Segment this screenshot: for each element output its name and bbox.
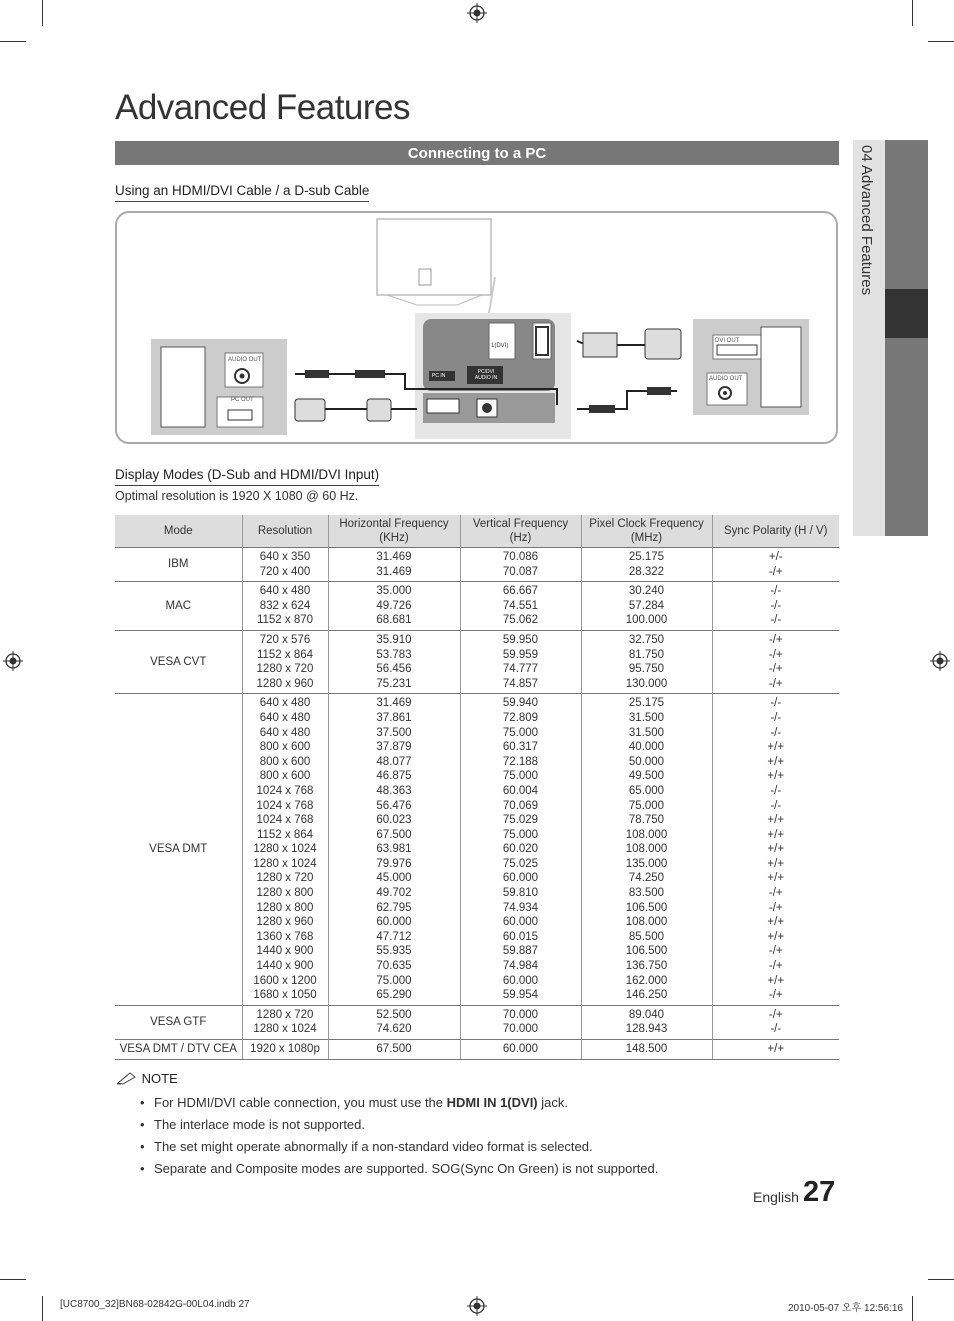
registration-mark-icon — [3, 651, 23, 671]
side-chapter-tab — [885, 140, 928, 536]
side-chapter-strip — [853, 140, 885, 536]
table-cell-mode: VESA DMT — [115, 694, 242, 1005]
column-header: Horizontal Frequency (KHz) — [328, 515, 460, 548]
table-cell-hfreq: 67.500 — [328, 1040, 460, 1060]
section-title: Connecting to a PC — [115, 141, 839, 165]
table-cell-resolution: 640 x 350 720 x 400 — [242, 548, 328, 582]
audio-out-label-left: AUDIO OUT — [228, 357, 262, 363]
crop-mark — [928, 41, 954, 42]
column-header: Sync Polarity (H / V) — [712, 515, 839, 548]
table-row — [115, 694, 839, 1005]
table-cell-hfreq: 31.469 37.861 37.500 37.879 48.077 46.875 48.363 56.476 60.023 67.500 63.981 79.976 45.000 49.702 62.795 60.000 47.712 55.935 70.635 75.000 65.290 — [328, 694, 460, 1005]
table-cell-sync: -/+ -/- — [712, 1005, 839, 1039]
d-sub-connector-icon — [295, 399, 325, 421]
hdmi-port-label: 1(DVI) — [491, 343, 509, 349]
table-cell-pclk: 32.750 81.750 95.750 130.000 — [581, 630, 712, 693]
table-row — [115, 1005, 839, 1039]
pc-out-label: PC OUT — [231, 397, 254, 403]
crop-mark — [42, 1296, 43, 1321]
registration-mark-icon — [467, 3, 487, 23]
table-cell-sync: +/+ — [712, 1040, 839, 1060]
connection-diagram — [115, 211, 838, 444]
d-sub-connector-icon — [367, 399, 391, 421]
table-cell-pclk: 89.040 128.943 — [581, 1005, 712, 1039]
footer-language: English — [753, 1189, 799, 1205]
tv-port-panel — [419, 269, 431, 285]
connection-diagram-illustration — [117, 213, 836, 442]
table-cell-vfreq: 66.667 74.551 75.062 — [460, 582, 581, 631]
registration-mark-icon — [930, 651, 950, 671]
dvi-connector-icon — [645, 329, 681, 359]
display-modes-heading: Display Modes (D-Sub and HDMI/DVI Input) — [115, 467, 379, 486]
crop-mark — [912, 0, 913, 26]
table-cell-sync: -/- -/- -/- — [712, 582, 839, 631]
display-modes-table — [115, 515, 839, 1060]
table-cell-mode: IBM — [115, 548, 242, 582]
crop-mark — [912, 1296, 913, 1321]
note-pencil-icon — [116, 1071, 138, 1085]
note-item: • The set might operate abnormally if a non-standard video format is selected. — [140, 1138, 658, 1160]
table-cell-vfreq: 70.086 70.087 — [460, 548, 581, 582]
table-cell-sync: -/- -/- -/- +/+ +/+ +/+ -/- -/- +/+ +/+ +/+ +/+ +/+ -/+ -/+ +/+ +/+ -/+ -/+ +/+ -/+ — [712, 694, 839, 1005]
table-cell-vfreq: 60.000 — [460, 1040, 581, 1060]
column-header: Mode — [115, 515, 242, 548]
table-cell-mode: VESA DMT / DTV CEA — [115, 1040, 242, 1060]
note-heading — [116, 1071, 178, 1086]
table-row — [115, 1040, 839, 1060]
table-cell-vfreq: 70.000 70.000 — [460, 1005, 581, 1039]
cable-section-heading: Using an HDMI/DVI Cable / a D-sub Cable — [115, 183, 369, 202]
table-cell-sync: -/+ -/+ -/+ -/+ — [712, 630, 839, 693]
table-cell-hfreq: 35.000 49.726 68.681 — [328, 582, 460, 631]
table-cell-mode: VESA CVT — [115, 630, 242, 693]
note-list — [140, 1094, 658, 1182]
column-header: Pixel Clock Frequency (MHz) — [581, 515, 712, 548]
table-cell-mode: MAC — [115, 582, 242, 631]
table-cell-vfreq: 59.940 72.809 75.000 60.317 72.188 75.000 60.004 70.069 75.029 75.000 60.020 75.025 60.000 59.810 74.934 60.000 60.015 59.887 74.984 60.000 59.954 — [460, 694, 581, 1005]
table-cell-hfreq: 31.469 31.469 — [328, 548, 460, 582]
note-title: NOTE — [141, 1071, 178, 1086]
side-tab-label: 04 Advanced Features — [858, 145, 875, 296]
registration-mark-icon — [467, 1296, 487, 1316]
print-slug-right: 2010-05-07 오후 12:56:16 — [788, 1303, 903, 1314]
table-cell-vfreq: 59.950 59.959 74.777 74.857 — [460, 630, 581, 693]
table-header-row — [115, 515, 839, 548]
table-cell-pclk: 148.500 — [581, 1040, 712, 1060]
table-row — [115, 582, 839, 631]
column-header: Resolution — [242, 515, 328, 548]
table-cell-resolution: 1920 x 1080p — [242, 1040, 328, 1060]
table-cell-resolution: 720 x 576 1152 x 864 1280 x 720 1280 x 960 — [242, 630, 328, 693]
table-row — [115, 630, 839, 693]
table-cell-resolution: 640 x 480 640 x 480 640 x 480 800 x 600 800 x 600 800 x 600 1024 x 768 1024 x 768 1024 x 768 1152 x 864 1280 x 1024 1280 x 1024 1280 x 720 1280 x 800 1280 x 800 1280 x 960 1360 x 768 1440 x 900 1440 x 900 1600 x 1200 1680 x 1050 — [242, 694, 328, 1005]
crop-mark — [42, 0, 43, 26]
tv-outline — [377, 219, 491, 295]
table-row — [115, 548, 839, 582]
table-cell-pclk: 25.175 28.322 — [581, 548, 712, 582]
table-cell-hfreq: 35.910 53.783 56.456 75.231 — [328, 630, 460, 693]
table-cell-resolution: 1280 x 720 1280 x 1024 — [242, 1005, 328, 1039]
left-pc-tower-icon — [161, 347, 205, 427]
table-cell-resolution: 640 x 480 832 x 624 1152 x 870 — [242, 582, 328, 631]
crop-mark — [0, 1279, 26, 1280]
optimal-resolution-text: Optimal resolution is 1920 X 1080 @ 60 Hz. — [115, 489, 359, 503]
table-cell-hfreq: 52.500 74.620 — [328, 1005, 460, 1039]
note-item: • The interlace mode is not supported. — [140, 1116, 658, 1138]
tv-stand — [387, 295, 482, 305]
note-item: • Separate and Composite modes are supported. SOG(Sync On Green) is not supported. — [140, 1160, 658, 1182]
side-tab-active-marker — [885, 289, 928, 338]
pc-in-label: PC IN — [432, 373, 446, 379]
table-cell-mode: VESA GTF — [115, 1005, 242, 1039]
crop-mark — [928, 1279, 954, 1280]
table-cell-sync: +/- -/+ — [712, 548, 839, 582]
table-cell-pclk: 30.240 57.284 100.000 — [581, 582, 712, 631]
crop-mark — [0, 41, 26, 42]
column-header: Vertical Frequency (Hz) — [460, 515, 581, 548]
hdmi-connector-icon — [583, 333, 617, 357]
audio-out-label-right: AUDIO OUT — [709, 376, 743, 382]
page-number: 27 — [803, 1176, 836, 1208]
right-pc-tower-icon — [761, 327, 801, 407]
pc-dvi-audio-in-label: PC/DVI AUDIO IN — [474, 369, 498, 381]
table-cell-pclk: 25.175 31.500 31.500 40.000 50.000 49.500 65.000 75.000 78.750 108.000 108.000 135.000 74.250 83.500 106.500 108.000 85.500 106.500 136.750 162.000 146.250 — [581, 694, 712, 1005]
note-item: • For HDMI/DVI cable connection, you must use the HDMI IN 1(DVI) jack. — [140, 1094, 658, 1116]
dvi-out-label: DVI OUT — [715, 338, 740, 344]
print-slug-left: [UC8700_32]BN68-02842G-00L04.indb 27 — [60, 1299, 250, 1310]
page-title: Advanced Features — [115, 88, 411, 127]
